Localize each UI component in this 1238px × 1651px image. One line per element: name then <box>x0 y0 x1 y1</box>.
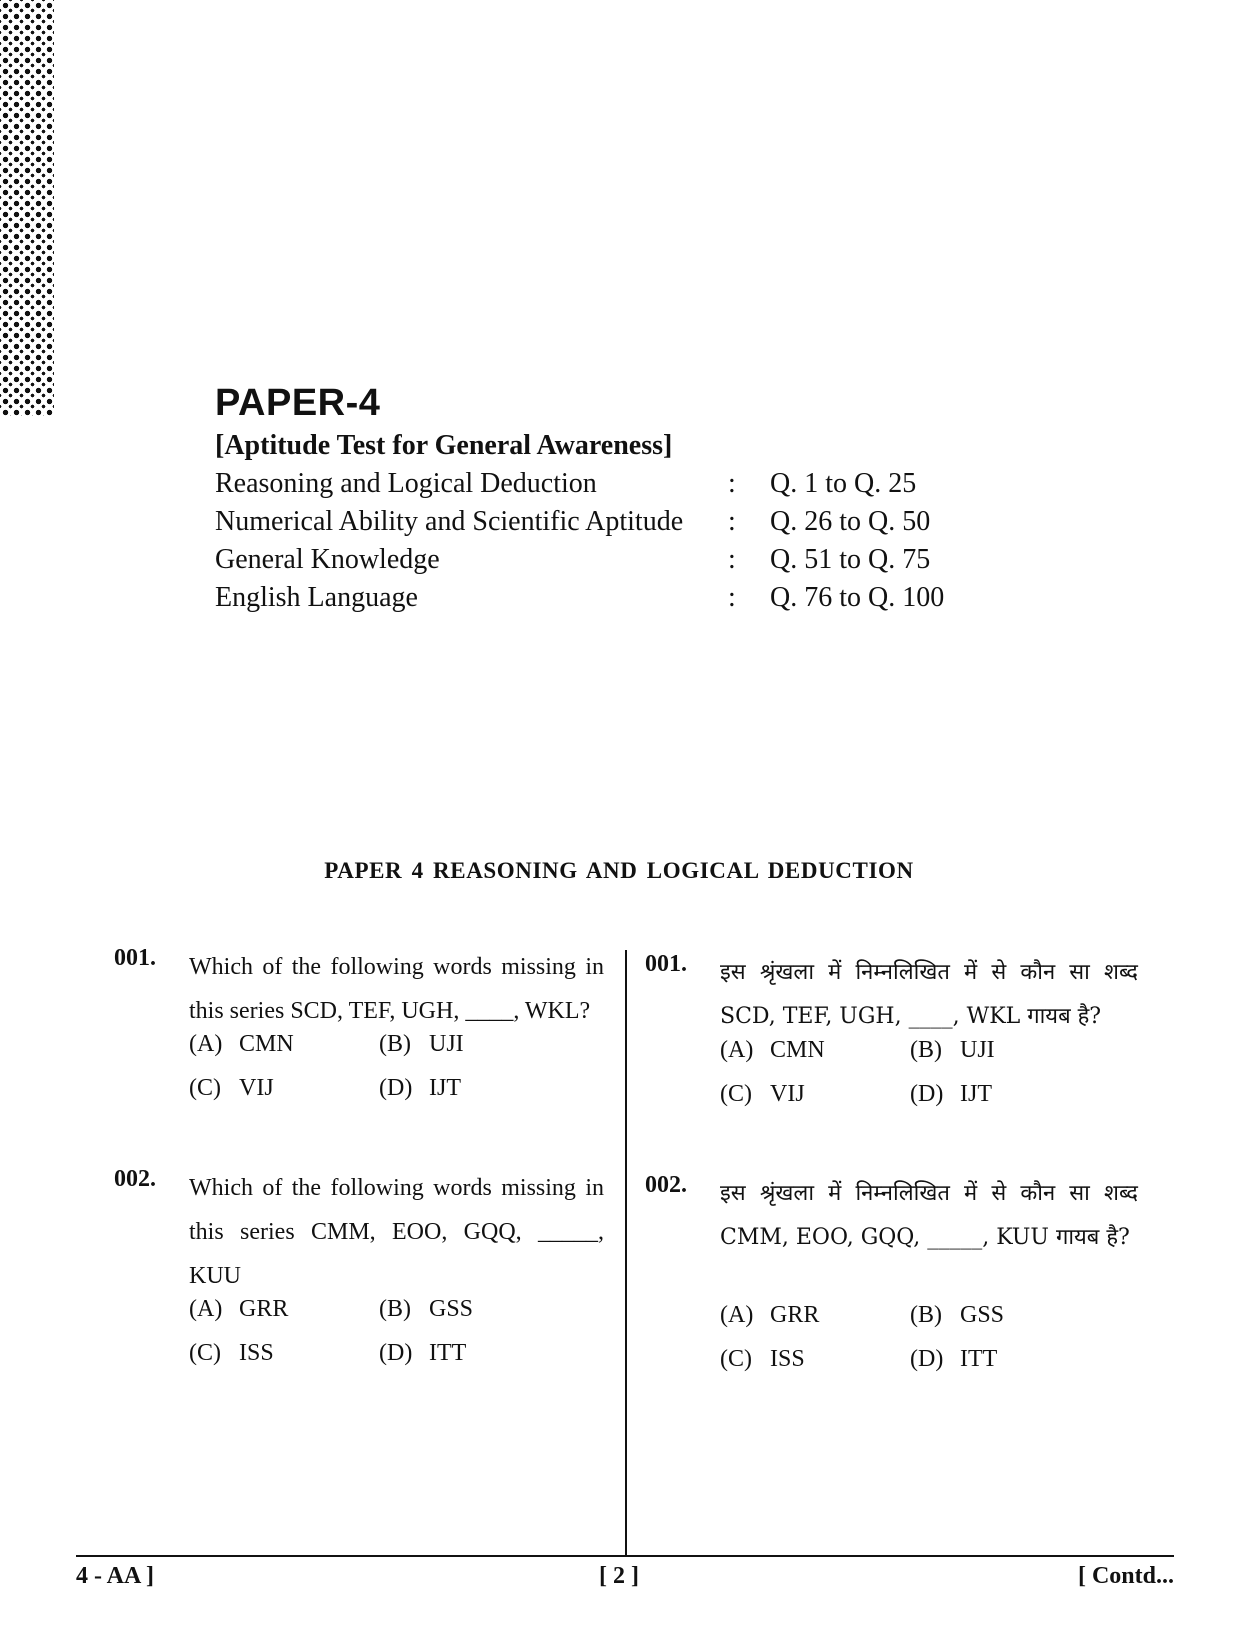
section-colon: : <box>728 582 736 613</box>
option-b[interactable] <box>910 1037 995 1064</box>
page-number: [ 2 ] <box>599 1563 639 1589</box>
question-number: 001. <box>645 951 687 977</box>
option-label: (D) <box>910 1081 944 1107</box>
option-label: (A) <box>189 1031 223 1057</box>
option-d[interactable] <box>910 1346 997 1373</box>
paper-subtitle: [Aptitude Test for General Awareness] <box>215 430 673 461</box>
paper-title: PAPER-4 <box>215 382 381 424</box>
section-colon: : <box>728 468 736 499</box>
question-number: 002. <box>645 1172 687 1198</box>
section-name: English Language <box>215 582 418 613</box>
section-name: Reasoning and Logical Deduction <box>215 468 597 499</box>
option-value: UJI <box>429 1031 464 1057</box>
option-label: (C) <box>189 1340 221 1366</box>
option-value: ISS <box>770 1346 805 1372</box>
option-value: GRR <box>770 1302 820 1328</box>
option-label: (B) <box>910 1037 942 1063</box>
option-value: VIJ <box>770 1081 805 1107</box>
option-label: (D) <box>379 1075 413 1101</box>
option-value: IJT <box>960 1081 992 1107</box>
question-text: Which of the following words missing in this series CMM, EOO, GQQ, _____, KUU <box>189 1175 604 1289</box>
option-label: (A) <box>720 1037 754 1063</box>
option-label: (A) <box>720 1302 754 1328</box>
section-range: Q. 51 to Q. 75 <box>770 544 931 575</box>
decorative-border-pattern <box>0 0 54 416</box>
option-c[interactable] <box>720 1346 805 1373</box>
section-row <box>215 468 975 506</box>
section-row <box>215 544 975 582</box>
column-divider <box>625 950 627 1555</box>
section-row <box>215 582 975 620</box>
option-c[interactable] <box>189 1340 274 1367</box>
option-label: (B) <box>910 1302 942 1328</box>
option-label: (C) <box>720 1081 752 1107</box>
option-d[interactable] <box>910 1081 992 1108</box>
option-label: (D) <box>910 1346 944 1372</box>
section-name: General Knowledge <box>215 544 440 575</box>
option-label: (C) <box>720 1346 752 1372</box>
option-d[interactable] <box>379 1075 461 1102</box>
option-a[interactable] <box>189 1296 288 1323</box>
section-range: Q. 26 to Q. 50 <box>770 506 931 537</box>
option-a[interactable] <box>720 1302 819 1329</box>
option-b[interactable] <box>910 1302 1004 1329</box>
question-text: इस श्रृंखला में निम्नलिखित में से कौन सा शब्द CMM, EOO, GQQ, _____, KUU गायब है? <box>720 1181 1138 1250</box>
option-value: ISS <box>239 1340 274 1366</box>
section-colon: : <box>728 544 736 575</box>
question-text: Which of the following words missing in this series SCD, TEF, UGH, ____, WKL? <box>189 954 604 1024</box>
option-d[interactable] <box>379 1340 466 1367</box>
option-a[interactable] <box>720 1037 825 1064</box>
question-number: 002. <box>114 1166 156 1192</box>
option-value: CMN <box>239 1031 294 1057</box>
option-value: VIJ <box>239 1075 274 1101</box>
section-colon: : <box>728 506 736 537</box>
option-value: GSS <box>960 1302 1005 1328</box>
question-number: 001. <box>114 945 156 971</box>
footer-code: 4 - AA ] <box>76 1563 154 1589</box>
option-label: (D) <box>379 1340 413 1366</box>
option-c[interactable] <box>720 1081 805 1108</box>
option-b[interactable] <box>379 1296 473 1323</box>
section-heading: PAPER 4 REASONING AND LOGICAL DEDUCTION <box>324 858 914 883</box>
option-b[interactable] <box>379 1031 464 1058</box>
section-range: Q. 76 to Q. 100 <box>770 582 945 613</box>
option-value: CMN <box>770 1037 825 1063</box>
option-a[interactable] <box>189 1031 294 1058</box>
option-c[interactable] <box>189 1075 274 1102</box>
option-label: (A) <box>189 1296 223 1322</box>
option-value: ITT <box>960 1346 998 1372</box>
footer-contd: [ Contd... <box>1077 1563 1174 1589</box>
question-text: इस श्रृंखला में निम्नलिखित में से कौन सा शब्द SCD, TEF, UGH, ____, WKL गायब है? <box>720 960 1138 1029</box>
option-value: GRR <box>239 1296 289 1322</box>
option-label: (C) <box>189 1075 221 1101</box>
sections-table <box>215 468 975 620</box>
option-label: (B) <box>379 1296 411 1322</box>
option-label: (B) <box>379 1031 411 1057</box>
option-value: ITT <box>429 1340 467 1366</box>
section-row <box>215 506 975 544</box>
section-range: Q. 1 to Q. 25 <box>770 468 917 499</box>
option-value: IJT <box>429 1075 461 1101</box>
section-name: Numerical Ability and Scientific Aptitude <box>215 506 684 537</box>
option-value: GSS <box>429 1296 474 1322</box>
option-value: UJI <box>960 1037 995 1063</box>
